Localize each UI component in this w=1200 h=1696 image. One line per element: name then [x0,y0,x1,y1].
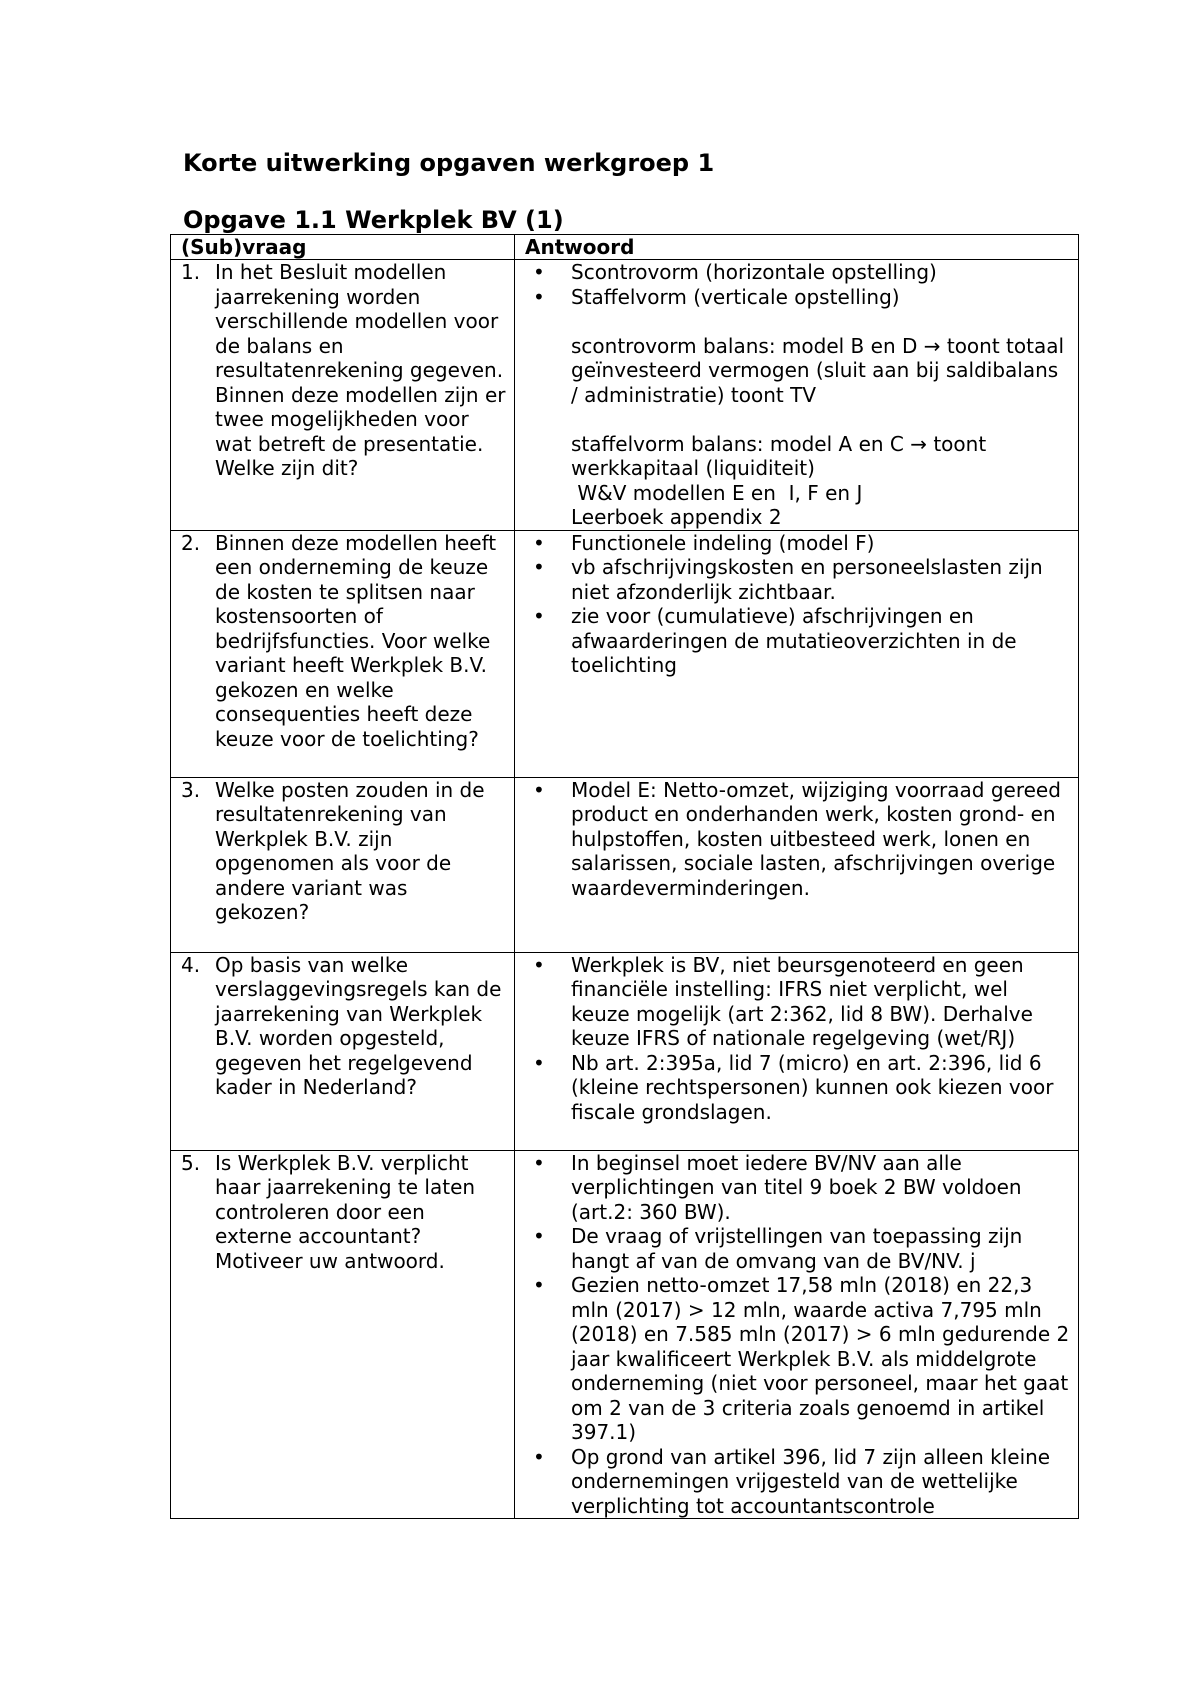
answer-list [525,778,1070,901]
question-text: Binnen deze modellen heeft een onderneming de keuze de kosten te splitsen naar kostensoorten of bedrijfsfuncties. Voor welke variant heeft Werkplek B.V. gekozen en welke consequenties heeft deze keuze voor de toelichting? [215,530,497,751]
question-cell [171,777,515,952]
list-item: • zie voor (cumulatieve) afschrijvingen en afwaarderingen de mutatieoverzichten in de toelichting [525,604,1070,678]
question-text: In het Besluit modellen jaarrekening worden verschillende modellen voor de balans en resultatenrekening gegeven. Binnen deze modellen zijn er twee mogelijkheden voor wat betreft de presentatie. Welke zijn dit? [215,260,506,480]
question-text: Is Werkplek B.V. verplicht haar jaarrekening te laten controleren door een externe accountant? Motiveer uw antwoord. [215,1150,476,1273]
qa-table [170,234,1079,1519]
question-text: Welke posten zouden in de resultatenrekening van Werkplek B.V. zijn opgenomen als voor de andere variant was gekozen? [215,777,485,924]
list-item: • Scontrovorm (horizontale opstelling) [525,260,1070,285]
list-item: • vb afschrijvingskosten en personeelslasten zijn niet afzonderlijk zichtbaar. [525,555,1070,604]
page-title: Korte uitwerking opgaven werkgroep 1 [183,149,715,177]
table-row [171,952,1079,1150]
gap [525,407,1070,432]
answer-cell [515,260,1079,531]
question-cell [171,1150,515,1519]
table-row [171,1150,1079,1519]
list-item: • Nb art. 2:395a, lid 7 (micro) en art. 2:396, lid 6 (kleine rechtspersonen) kunnen ook kiezen voor fiscale grondslagen. [525,1051,1070,1125]
section-title: Opgave 1.1 Werkplek BV (1) [183,206,564,234]
table-header-row [171,235,1079,260]
list-item: • Functionele indeling (model F) [525,531,1070,556]
header-question: (Sub)vraag [171,235,515,260]
answer-paragraph: staffelvorm balans: model A en C → toont werkkapitaal (liquiditeit) [571,431,987,480]
answer-list [525,1151,1070,1519]
answer-list [525,531,1070,678]
list-item: • Werkplek is BV, niet beursgenoteerd en geen financiële instelling: IFRS niet verplicht, wel keuze mogelijk (art 2:362, lid 8 BW). Derhalve keuze IFRS of nationale regelgeving (wet/RJ) [525,953,1070,1051]
question-number: 2. [181,530,201,555]
table-row [171,777,1079,952]
list-item: • Op grond van artikel 396, lid 7 zijn alleen kleine ondernemingen vrijgesteld van de wettelijke verplichting tot accountantscontrole [525,1445,1070,1519]
question-cell [171,952,515,1150]
question-cell [171,260,515,531]
answer-paragraph: scontrovorm balans: model B en D → toont totaal geïnvesteerd vermogen (sluit aan bij saldibalans / administratie) toont TV [571,333,1065,407]
table-row [171,260,1079,531]
table-row [171,530,1079,777]
answer-cell [515,952,1079,1150]
list-item: • Model E: Netto-omzet, wijziging voorraad gereed product en onderhanden werk, kosten grond- en hulpstoffen, kosten uitbesteed werk, lonen en salarissen, sociale lasten, afschrijvingen overige waardeverminderingen. [525,778,1070,901]
answer-cell [515,530,1079,777]
question-number: 3. [181,777,201,802]
answer-cell [515,777,1079,952]
gap [525,309,1070,334]
answer-list [525,260,1070,530]
list-item: • Gezien netto-omzet 17,58 mln (2018) en 22,3 mln (2017) > 12 mln, waarde activa 7,795 mln (2018) en 7.585 mln (2017) > 6 mln gedurende 2 jaar kwalificeert Werkplek B.V. als middelgrote onderneming (niet voor personeel, maar het gaat om 2 van de 3 criteria zoals genoemd in artikel 397.1) [525,1273,1070,1445]
list-item: • Staffelvorm (verticale opstelling) [525,285,1070,310]
answer-paragraph: Leerboek appendix 2 [571,505,782,529]
answer-list [525,953,1070,1125]
question-number: 1. [181,260,201,284]
answer-paragraph: W&V modellen E en I, F en J [571,480,863,505]
question-number: 5. [181,1150,201,1175]
list-item: • In beginsel moet iedere BV/NV aan alle verplichtingen van titel 9 boek 2 BW voldoen (art.2: 360 BW). [525,1151,1070,1225]
question-cell [171,530,515,777]
answer-cell [515,1150,1079,1519]
question-number: 4. [181,952,201,977]
list-item: • De vraag of vrijstellingen van toepassing zijn hangt af van de omvang van de BV/NV. j [525,1224,1070,1273]
question-text: Op basis van welke verslaggevingsregels kan de jaarrekening van Werkplek B.V. worden opgesteld, gegeven het regelgevend kader in Nederland? [215,952,502,1099]
header-answer: Antwoord [515,235,1079,260]
